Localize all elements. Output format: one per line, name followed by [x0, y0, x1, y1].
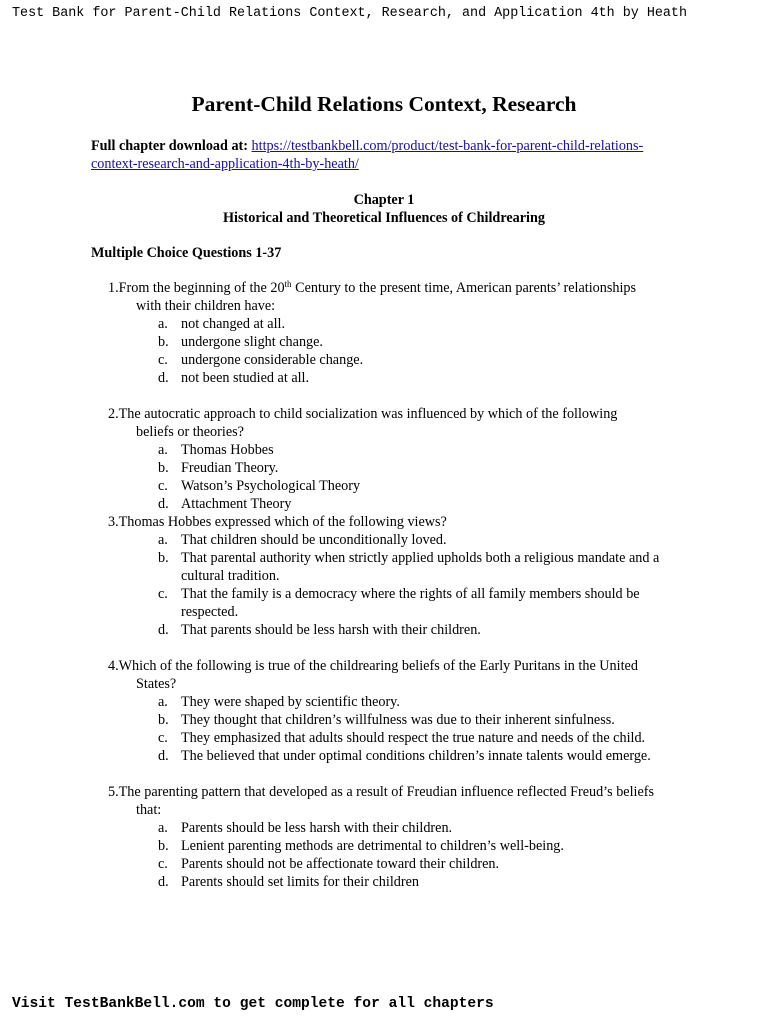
question-number: 5.	[108, 784, 119, 800]
option-text: They emphasized that adults should respect the true nature and needs of the child.	[181, 730, 646, 746]
question-number: 2.	[108, 406, 119, 422]
question-text: Which of the following is true of the childrearing beliefs of the Early Puritans in the United States?	[118, 658, 638, 692]
option-letter: d.	[158, 748, 169, 764]
question-text-cont: Century to the present time, American parents’ relationships with their children have:	[136, 280, 637, 314]
question-number: 1.	[108, 280, 119, 296]
option-text: Thomas Hobbes	[181, 442, 274, 458]
option-text: That children should be unconditionally loved.	[181, 532, 447, 548]
chapter-name: Historical and Theoretical Influences of Childrearing	[223, 210, 545, 226]
option-text: That parental authority when strictly applied upholds both a religious mandate and a cultural tradition.	[181, 550, 660, 584]
option-text: Freudian Theory.	[181, 460, 279, 476]
option-letter: b.	[158, 460, 169, 476]
option-text: not been studied at all.	[181, 370, 310, 386]
option-text: undergone slight change.	[181, 334, 323, 350]
question-stem	[0, 513, 656, 531]
option-letter: c.	[158, 730, 168, 746]
question-3	[0, 513, 768, 639]
question-number: 3.	[108, 514, 119, 530]
option-text: That parents should be less harsh with their children.	[181, 622, 481, 638]
option-letter: a.	[158, 820, 168, 836]
question-list	[0, 279, 768, 891]
spacer	[0, 639, 768, 657]
option-text: Lenient parenting methods are detrimental to children’s well-being.	[181, 838, 564, 854]
option-item[interactable]	[0, 441, 671, 459]
footer-banner: Visit TestBankBell.com to get complete for all chapters	[12, 996, 494, 1012]
chapter-heading	[0, 191, 768, 227]
ordinal-suffix: th	[284, 279, 292, 289]
option-item[interactable]	[0, 549, 671, 585]
option-text: Attachment Theory	[181, 496, 292, 512]
question-4	[0, 657, 768, 765]
option-letter: b.	[158, 550, 169, 566]
option-item[interactable]	[0, 351, 671, 369]
option-item[interactable]	[0, 729, 671, 747]
option-letter: d.	[158, 622, 169, 638]
section-heading: Multiple Choice Questions 1-37	[91, 245, 282, 261]
option-list	[0, 819, 768, 891]
option-item[interactable]	[0, 369, 671, 387]
question-text: Thomas Hobbes expressed which of the following views?	[118, 514, 447, 530]
option-item[interactable]	[0, 477, 671, 495]
option-item[interactable]	[0, 711, 671, 729]
option-item[interactable]	[0, 837, 671, 855]
option-text: Parents should not be affectionate toward their children.	[181, 856, 500, 872]
option-letter: b.	[158, 712, 169, 728]
option-item[interactable]	[0, 531, 671, 549]
option-item[interactable]	[0, 459, 671, 477]
option-text: Watson’s Psychological Theory	[181, 478, 361, 494]
question-text: From the beginning of the 20	[118, 280, 285, 296]
option-letter: a.	[158, 694, 168, 710]
download-link[interactable]: https://testbankbell.com/product/test-bank-for-parent-child-relations-context-research-and-application-4th-by-heath/	[91, 138, 644, 172]
spacer	[0, 387, 768, 405]
option-item[interactable]	[0, 621, 671, 639]
page-title: Parent-Child Relations Context, Research	[191, 92, 577, 116]
option-text: They were shaped by scientific theory.	[181, 694, 400, 710]
option-letter: a.	[158, 442, 168, 458]
question-stem	[0, 279, 656, 315]
option-text: They thought that children’s willfulness was due to their inherent sinfulness.	[181, 712, 615, 728]
option-item[interactable]	[0, 585, 671, 621]
option-item[interactable]	[0, 873, 671, 891]
question-stem	[0, 657, 656, 693]
option-list	[0, 693, 768, 765]
option-letter: c.	[158, 586, 168, 602]
option-letter: c.	[158, 478, 168, 494]
question-number: 4.	[108, 658, 119, 674]
option-text: not changed at all.	[181, 316, 286, 332]
option-letter: d.	[158, 370, 169, 386]
option-text: Parents should be less harsh with their children.	[181, 820, 453, 836]
option-item[interactable]	[0, 819, 671, 837]
question-2	[0, 405, 768, 513]
option-letter: b.	[158, 334, 169, 350]
option-item[interactable]	[0, 855, 671, 873]
option-list	[0, 531, 768, 639]
option-letter: d.	[158, 496, 169, 512]
option-letter: a.	[158, 316, 168, 332]
question-text: The parenting pattern that developed as a result of Freudian influence reflected Freud’s beliefs that:	[118, 784, 655, 818]
spacer	[0, 765, 768, 783]
option-letter: d.	[158, 874, 169, 890]
option-letter: c.	[158, 856, 168, 872]
chapter-number: Chapter 1	[353, 192, 415, 208]
option-letter: b.	[158, 838, 169, 854]
question-stem	[0, 405, 656, 441]
question-1	[0, 279, 768, 387]
option-letter: a.	[158, 532, 168, 548]
option-text: That the family is a democracy where the rights of all family members should be respected.	[181, 586, 640, 620]
option-item[interactable]	[0, 495, 671, 513]
option-text: Parents should set limits for their children	[181, 874, 419, 890]
download-line	[91, 137, 651, 173]
header-banner: Test Bank for Parent-Child Relations Context, Research, and Application 4th by Heath	[12, 6, 687, 21]
question-5	[0, 783, 768, 891]
download-label: Full chapter download at:	[91, 138, 252, 154]
option-item[interactable]	[0, 333, 671, 351]
option-list	[0, 441, 768, 513]
option-item[interactable]	[0, 315, 671, 333]
option-list	[0, 315, 768, 387]
option-text: The believed that under optimal conditions children’s innate talents would emerge.	[181, 748, 651, 764]
option-text: undergone considerable change.	[181, 352, 364, 368]
option-item[interactable]	[0, 693, 671, 711]
option-item[interactable]	[0, 747, 671, 765]
question-text: The autocratic approach to child socialization was influenced by which of the following beliefs or theories?	[118, 406, 618, 440]
option-letter: c.	[158, 352, 168, 368]
question-stem	[0, 783, 656, 819]
